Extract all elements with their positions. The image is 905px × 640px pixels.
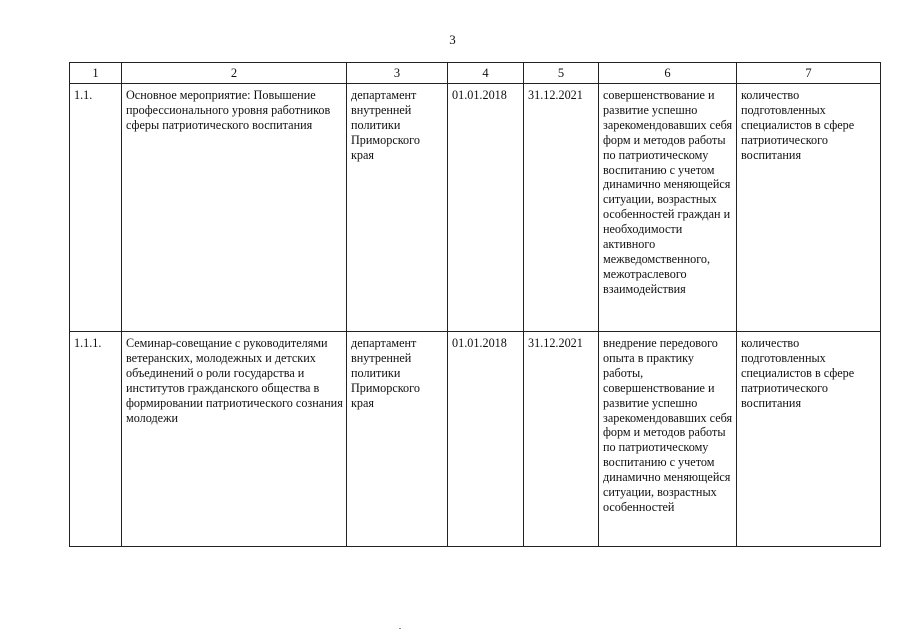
table-row	[70, 332, 881, 547]
header-cell-5: 5	[524, 63, 599, 84]
page-number: 3	[449, 32, 456, 47]
executor: департамент внутренней политики Приморского края	[347, 332, 448, 547]
row-number: 1.1.1.	[70, 332, 122, 547]
header-cell-7: 7	[737, 63, 881, 84]
activity-name: Семинар-совещание с руководителями ветеранских, молодежных и детских объединений о роли государства и институтов гражданского общества в формировании патриотического сознания молодежи	[122, 332, 347, 547]
indicator: количество подготовленных специалистов в сфере патриотического воспитания	[737, 84, 881, 332]
header-cell-3: 3	[347, 63, 448, 84]
end-date: 31.12.2021	[524, 84, 599, 332]
activities-table	[69, 62, 881, 547]
header-cell-2: 2	[122, 63, 347, 84]
activity-name: Основное мероприятие: Повышение профессионального уровня работников сферы патриотического воспитания	[122, 84, 347, 332]
header-cell-1: 1	[70, 63, 122, 84]
scan-speck	[399, 628, 401, 629]
expected-result: совершенствование и развитие успешно зарекомендовавших себя форм и методов работы по патриотическому воспитанию с учетом динамично меняющейся ситуации, возрастных особенностей граждан и необходимости активного межведомственного, межотраслевого взаимодействия	[599, 84, 737, 332]
start-date: 01.01.2018	[448, 332, 524, 547]
end-date: 31.12.2021	[524, 332, 599, 547]
executor: департамент внутренней политики Приморского края	[347, 84, 448, 332]
indicator: количество подготовленных специалистов в сфере патриотического воспитания	[737, 332, 881, 547]
header-cell-6: 6	[599, 63, 737, 84]
start-date: 01.01.2018	[448, 84, 524, 332]
table-header-row	[70, 63, 881, 84]
expected-result: внедрение передового опыта в практику работы, совершенствование и развитие успешно зарекомендовавших себя форм и методов работы по патриотическому воспитанию с учетом динамично меняющейся ситуации, возрастных особенностей	[599, 332, 737, 547]
row-number: 1.1.	[70, 84, 122, 332]
table-row	[70, 84, 881, 332]
header-cell-4: 4	[448, 63, 524, 84]
